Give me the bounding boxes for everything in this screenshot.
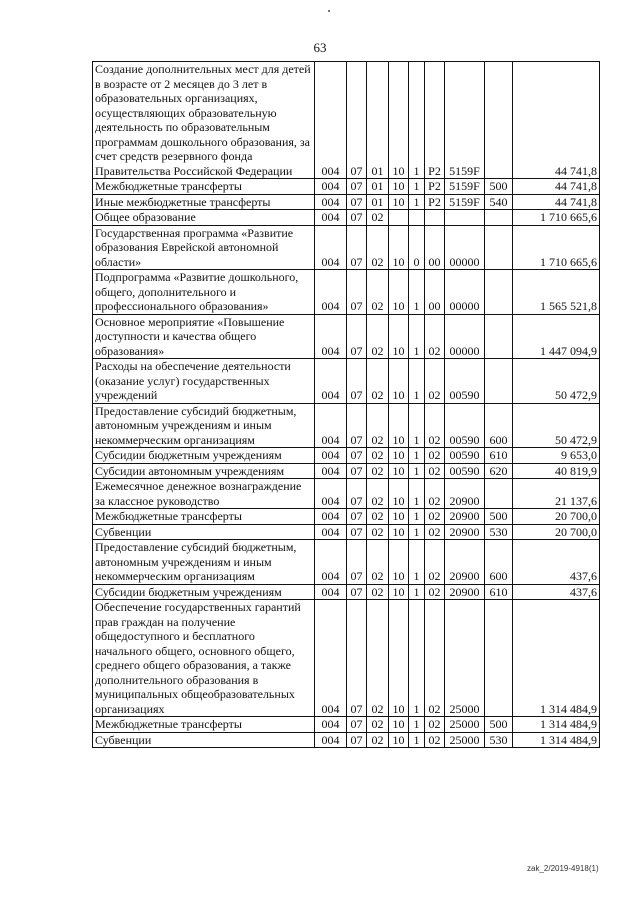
amount-cell: 437,6: [513, 584, 600, 600]
amount-cell: 1 314 484,9: [513, 717, 600, 733]
section-code-cell: 07: [347, 403, 367, 448]
ministry-code-cell: 004: [315, 270, 347, 315]
table-row: [93, 225, 600, 270]
direction-code-cell: 20900: [445, 524, 485, 540]
section-code-cell: 07: [347, 194, 367, 210]
expense-type-cell: [485, 600, 513, 717]
table-row: [93, 717, 600, 733]
subsection-code-cell: 02: [367, 509, 389, 525]
ministry-code-cell: 004: [315, 717, 347, 733]
program-code-cell: 10: [389, 600, 409, 717]
expense-type-cell: 530: [485, 524, 513, 540]
subsection-code-cell: 02: [367, 463, 389, 479]
expense-type-cell: 610: [485, 448, 513, 464]
ministry-code-cell: 004: [315, 600, 347, 717]
program-code-cell: 10: [389, 62, 409, 179]
expense-type-cell: [485, 359, 513, 404]
ministry-code-cell: 004: [315, 62, 347, 179]
scan-speck: [328, 10, 330, 12]
program-code-cell: 10: [389, 479, 409, 509]
program-code-cell: 10: [389, 179, 409, 195]
expense-type-cell: 500: [485, 179, 513, 195]
amount-cell: 437,6: [513, 540, 600, 585]
section-code-cell: 07: [347, 584, 367, 600]
program-code-cell: 10: [389, 540, 409, 585]
section-code-cell: 07: [347, 225, 367, 270]
subsection-code-cell: 02: [367, 717, 389, 733]
activity-code-cell: 02: [425, 403, 445, 448]
direction-code-cell: 25000: [445, 732, 485, 748]
activity-code-cell: 02: [425, 732, 445, 748]
ministry-code-cell: 004: [315, 584, 347, 600]
ministry-code-cell: 004: [315, 225, 347, 270]
activity-code-cell: P2: [425, 194, 445, 210]
row-name-cell: Государственная программа «Развитие образования Еврейской автономной области»: [93, 225, 315, 270]
program-code-cell: 10: [389, 359, 409, 404]
subprogram-code-cell: 1: [409, 463, 425, 479]
ministry-code-cell: 004: [315, 210, 347, 226]
table-row: [93, 62, 600, 179]
subprogram-code-cell: 1: [409, 62, 425, 179]
section-code-cell: 07: [347, 359, 367, 404]
amount-cell: 9 653,0: [513, 448, 600, 464]
footer-code: zak_2/2019-4918(1): [527, 864, 599, 873]
direction-code-cell: [445, 210, 485, 226]
section-code-cell: 07: [347, 62, 367, 179]
direction-code-cell: 5159F: [445, 179, 485, 195]
subsection-code-cell: 02: [367, 600, 389, 717]
activity-code-cell: 02: [425, 540, 445, 585]
ministry-code-cell: 004: [315, 540, 347, 585]
amount-cell: 20 700,0: [513, 524, 600, 540]
section-code-cell: 07: [347, 732, 367, 748]
section-code-cell: 07: [347, 210, 367, 226]
activity-code-cell: 00: [425, 270, 445, 315]
section-code-cell: 07: [347, 509, 367, 525]
subprogram-code-cell: 1: [409, 479, 425, 509]
direction-code-cell: 5159F: [445, 194, 485, 210]
expense-type-cell: 600: [485, 540, 513, 585]
subprogram-code-cell: [409, 210, 425, 226]
table-row: [93, 359, 600, 404]
row-name-cell: Основное мероприятие «Повышение доступности и качества общего образования»: [93, 314, 315, 359]
ministry-code-cell: 004: [315, 509, 347, 525]
section-code-cell: 07: [347, 179, 367, 195]
amount-cell: 20 700,0: [513, 509, 600, 525]
expense-type-cell: 610: [485, 584, 513, 600]
ministry-code-cell: 004: [315, 732, 347, 748]
amount-cell: 44 741,8: [513, 179, 600, 195]
table-row: [93, 732, 600, 748]
subsection-code-cell: 02: [367, 479, 389, 509]
subsection-code-cell: 01: [367, 194, 389, 210]
ministry-code-cell: 004: [315, 479, 347, 509]
ministry-code-cell: 004: [315, 403, 347, 448]
direction-code-cell: 20900: [445, 540, 485, 585]
row-name-cell: Расходы на обеспечение деятельности (оказание услуг) государственных учреждений: [93, 359, 315, 404]
program-code-cell: 10: [389, 448, 409, 464]
subsection-code-cell: 02: [367, 524, 389, 540]
program-code-cell: [389, 210, 409, 226]
expense-type-cell: 620: [485, 463, 513, 479]
table-row: [93, 270, 600, 315]
amount-cell: 44 741,8: [513, 194, 600, 210]
subsection-code-cell: 02: [367, 732, 389, 748]
ministry-code-cell: 004: [315, 314, 347, 359]
row-name-cell: Предоставление субсидий бюджетным, автономным учреждениям и иным некоммерческим организациям: [93, 540, 315, 585]
expense-type-cell: [485, 314, 513, 359]
subsection-code-cell: 02: [367, 403, 389, 448]
subprogram-code-cell: 1: [409, 584, 425, 600]
subsection-code-cell: 02: [367, 270, 389, 315]
direction-code-cell: 00590: [445, 403, 485, 448]
row-name-cell: Межбюджетные трансферты: [93, 509, 315, 525]
program-code-cell: 10: [389, 732, 409, 748]
expense-type-cell: [485, 210, 513, 226]
row-name-cell: Предоставление субсидий бюджетным, автономным учреждениям и иным некоммерческим организациям: [93, 403, 315, 448]
page-number: 63: [313, 40, 327, 55]
expense-type-cell: 600: [485, 403, 513, 448]
ministry-code-cell: 004: [315, 194, 347, 210]
amount-cell: 44 741,8: [513, 62, 600, 179]
expense-type-cell: 500: [485, 509, 513, 525]
row-name-cell: Иные межбюджетные трансферты: [93, 194, 315, 210]
subsection-code-cell: 02: [367, 314, 389, 359]
section-code-cell: 07: [347, 463, 367, 479]
direction-code-cell: 00000: [445, 270, 485, 315]
direction-code-cell: 20900: [445, 584, 485, 600]
ministry-code-cell: 004: [315, 448, 347, 464]
section-code-cell: 07: [347, 717, 367, 733]
subprogram-code-cell: 1: [409, 717, 425, 733]
direction-code-cell: 00000: [445, 314, 485, 359]
subprogram-code-cell: 1: [409, 314, 425, 359]
subprogram-code-cell: 1: [409, 403, 425, 448]
program-code-cell: 10: [389, 314, 409, 359]
subprogram-code-cell: 1: [409, 194, 425, 210]
ministry-code-cell: 004: [315, 179, 347, 195]
table-row: [93, 509, 600, 525]
amount-cell: 40 819,9: [513, 463, 600, 479]
program-code-cell: 10: [389, 463, 409, 479]
program-code-cell: 10: [389, 270, 409, 315]
activity-code-cell: 00: [425, 225, 445, 270]
amount-cell: 1 314 484,9: [513, 600, 600, 717]
activity-code-cell: 02: [425, 509, 445, 525]
program-code-cell: 10: [389, 524, 409, 540]
expense-type-cell: 540: [485, 194, 513, 210]
row-name-cell: Субсидии автономным учреждениям: [93, 463, 315, 479]
table-row: [93, 540, 600, 585]
table-row: [93, 179, 600, 195]
subprogram-code-cell: 1: [409, 179, 425, 195]
ministry-code-cell: 004: [315, 359, 347, 404]
ministry-code-cell: 004: [315, 463, 347, 479]
row-name-cell: Создание дополнительных мест для детей в возрасте от 2 месяцев до 3 лет в образовательных организациях, осуществляющих образовательную деятельность по образовательным программам дошкольного образования, за счет средств резервного фонда Правительства Российской Федерации: [93, 62, 315, 179]
activity-code-cell: 02: [425, 314, 445, 359]
row-name-cell: Межбюджетные трансферты: [93, 717, 315, 733]
row-name-cell: Ежемесячное денежное вознаграждение за классное руководство: [93, 479, 315, 509]
section-code-cell: 07: [347, 479, 367, 509]
section-code-cell: 07: [347, 448, 367, 464]
subsection-code-cell: 02: [367, 540, 389, 585]
table-row: [93, 448, 600, 464]
section-code-cell: 07: [347, 600, 367, 717]
section-code-cell: 07: [347, 314, 367, 359]
subsection-code-cell: 01: [367, 179, 389, 195]
subprogram-code-cell: 1: [409, 448, 425, 464]
activity-code-cell: 02: [425, 524, 445, 540]
table-row: [93, 210, 600, 226]
row-name-cell: Субвенции: [93, 524, 315, 540]
direction-code-cell: 20900: [445, 479, 485, 509]
activity-code-cell: 02: [425, 717, 445, 733]
direction-code-cell: 25000: [445, 600, 485, 717]
activity-code-cell: 02: [425, 359, 445, 404]
direction-code-cell: 00590: [445, 448, 485, 464]
direction-code-cell: 5159F: [445, 62, 485, 179]
section-code-cell: 07: [347, 524, 367, 540]
activity-code-cell: P2: [425, 179, 445, 195]
activity-code-cell: 02: [425, 463, 445, 479]
amount-cell: 1 710 665,6: [513, 210, 600, 226]
program-code-cell: 10: [389, 717, 409, 733]
expense-type-cell: 530: [485, 732, 513, 748]
table-row: [93, 584, 600, 600]
activity-code-cell: [425, 210, 445, 226]
expense-type-cell: [485, 225, 513, 270]
direction-code-cell: 25000: [445, 717, 485, 733]
expense-type-cell: 500: [485, 717, 513, 733]
subsection-code-cell: 02: [367, 225, 389, 270]
row-name-cell: Подпрограмма «Развитие дошкольного, общего, дополнительного и профессионального образования»: [93, 270, 315, 315]
row-name-cell: Межбюджетные трансферты: [93, 179, 315, 195]
amount-cell: 1 565 521,8: [513, 270, 600, 315]
amount-cell: 1 447 094,9: [513, 314, 600, 359]
table-body: [93, 62, 600, 748]
row-name-cell: Субсидии бюджетным учреждениям: [93, 584, 315, 600]
row-name-cell: Субсидии бюджетным учреждениям: [93, 448, 315, 464]
ministry-code-cell: 004: [315, 524, 347, 540]
expense-type-cell: [485, 270, 513, 315]
subsection-code-cell: 02: [367, 359, 389, 404]
table-row: [93, 314, 600, 359]
row-name-cell: Общее образование: [93, 210, 315, 226]
amount-cell: 1 314 484,9: [513, 732, 600, 748]
program-code-cell: 10: [389, 584, 409, 600]
program-code-cell: 10: [389, 194, 409, 210]
subsection-code-cell: 01: [367, 62, 389, 179]
row-name-cell: Обеспечение государственных гарантий прав граждан на получение общедоступного и бесплатного начального общего, основного общего, среднего общего образования, а также дополнительного образования в муниципальных общеобразовательных организациях: [93, 600, 315, 717]
table-row: [93, 479, 600, 509]
amount-cell: 50 472,9: [513, 403, 600, 448]
direction-code-cell: 00000: [445, 225, 485, 270]
subprogram-code-cell: 1: [409, 524, 425, 540]
amount-cell: 1 710 665,6: [513, 225, 600, 270]
direction-code-cell: 20900: [445, 509, 485, 525]
amount-cell: 50 472,9: [513, 359, 600, 404]
table-row: [93, 524, 600, 540]
subprogram-code-cell: 1: [409, 359, 425, 404]
table-row: [93, 403, 600, 448]
budget-table: [92, 61, 600, 748]
section-code-cell: 07: [347, 270, 367, 315]
subsection-code-cell: 02: [367, 584, 389, 600]
subprogram-code-cell: 1: [409, 600, 425, 717]
subprogram-code-cell: 1: [409, 270, 425, 315]
subsection-code-cell: 02: [367, 210, 389, 226]
direction-code-cell: 00590: [445, 463, 485, 479]
program-code-cell: 10: [389, 509, 409, 525]
table-row: [93, 194, 600, 210]
activity-code-cell: P2: [425, 62, 445, 179]
subsection-code-cell: 02: [367, 448, 389, 464]
row-name-cell: Субвенции: [93, 732, 315, 748]
expense-type-cell: [485, 62, 513, 179]
activity-code-cell: 02: [425, 584, 445, 600]
subprogram-code-cell: 1: [409, 540, 425, 585]
expense-type-cell: [485, 479, 513, 509]
subprogram-code-cell: 1: [409, 509, 425, 525]
activity-code-cell: 02: [425, 448, 445, 464]
program-code-cell: 10: [389, 225, 409, 270]
activity-code-cell: 02: [425, 479, 445, 509]
direction-code-cell: 00590: [445, 359, 485, 404]
subprogram-code-cell: 1: [409, 732, 425, 748]
program-code-cell: 10: [389, 403, 409, 448]
amount-cell: 21 137,6: [513, 479, 600, 509]
section-code-cell: 07: [347, 540, 367, 585]
activity-code-cell: 02: [425, 600, 445, 717]
subprogram-code-cell: 0: [409, 225, 425, 270]
table-row: [93, 600, 600, 717]
table-row: [93, 463, 600, 479]
